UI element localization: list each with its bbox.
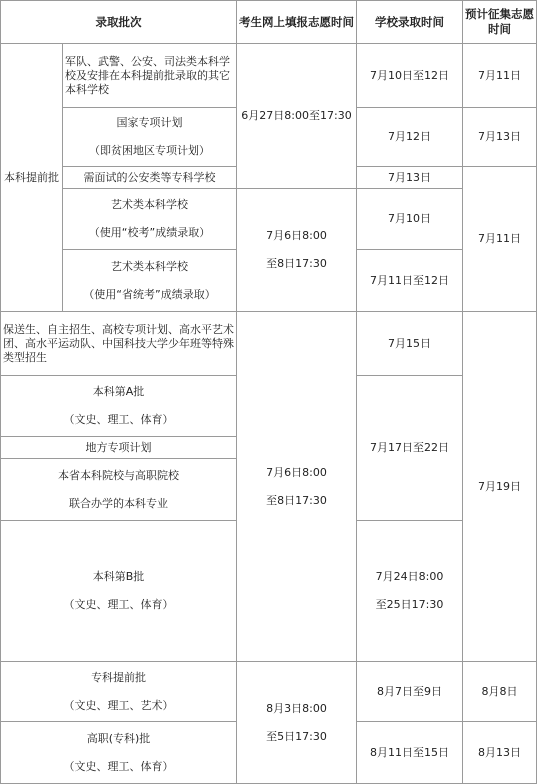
header-fill-time: 考生网上填报志愿时间 — [237, 1, 357, 44]
school-time-gaozhi: 8月11日至15日 — [357, 722, 463, 784]
first-batch-title: 本科第A批 — [92, 385, 145, 398]
solicit-time-art: 7月11日 — [463, 167, 537, 312]
school-time-art1: 7月10日 — [357, 189, 463, 250]
header-batch: 录取批次 — [1, 1, 237, 44]
school-time-art2: 7月11日至12日 — [357, 250, 463, 312]
cell-zk-tiqian — [1, 662, 237, 722]
zk-tiqian-sub: （文史、理工、艺术） — [63, 698, 174, 712]
header-solicit-time: 预计征集志愿时间 — [463, 1, 537, 44]
art-tongkao-title: 艺术类本科学校 — [111, 259, 188, 273]
fill-time-first-start: 7月6日8:00 — [266, 465, 327, 479]
fill-time-zk-end: 至5日17:30 — [266, 729, 327, 743]
school-time-military: 7月10日至12日 — [357, 44, 463, 108]
art-tongkao-sub: （使用“省统考”成绩录取） — [83, 287, 216, 301]
fill-time-second-start: 7月24日8:00 — [375, 570, 444, 583]
fill-time-art — [237, 189, 357, 312]
cell-art-tongkao — [63, 250, 237, 312]
fill-time-second — [357, 521, 463, 662]
second-batch-sub: （文史、理工、体育） — [63, 598, 174, 611]
cell-military-schools: 军队、武警、公安、司法类本科学校及安排在本科提前批录取的其它本科学校 — [63, 44, 237, 108]
cell-local-plan: 地方专项计划 — [1, 437, 237, 459]
national-plan-title: 国家专项计划 — [116, 116, 183, 129]
header-school-time: 学校录取时间 — [357, 1, 463, 44]
fill-time-second-end: 至25日17:30 — [375, 598, 444, 611]
school-time-zk: 8月7日至9日 — [357, 662, 463, 722]
table-row — [1, 312, 537, 376]
fill-time-first — [237, 312, 357, 662]
solicit-time-zk: 8月8日 — [463, 662, 537, 722]
table-row — [1, 44, 537, 108]
art-xiaokao-title: 艺术类本科学校 — [111, 198, 188, 211]
fill-time-art-start: 7月6日8:00 — [266, 229, 327, 242]
gaozhi-sub: （文史、理工、体育） — [63, 759, 174, 773]
fill-time-tiqian: 6月27日8:00至17:30 — [237, 44, 357, 189]
cell-joint-program — [1, 459, 237, 521]
solicit-time-first: 7月19日 — [463, 312, 537, 662]
gaozhi-title: 高职(专科)批 — [86, 731, 151, 745]
fill-time-zk-start: 8月3日8:00 — [266, 701, 327, 715]
fill-time-first-end: 至8日17:30 — [266, 493, 327, 507]
cell-gaozhi — [1, 722, 237, 784]
art-xiaokao-sub: （使用“校考”成绩录取） — [88, 226, 211, 239]
school-time-national: 7月12日 — [357, 108, 463, 167]
header-row — [1, 1, 537, 44]
solicit-time-gaozhi: 8月13日 — [463, 722, 537, 784]
solicit-time-national: 7月13日 — [463, 108, 537, 167]
joint-program-sub: 联合办学的本科专业 — [69, 496, 168, 510]
batch-benke-tiqian: 本科提前批 — [1, 44, 63, 312]
first-batch-sub: （文史、理工、体育） — [63, 413, 174, 426]
cell-special-admission: 保送生、自主招生、高校专项计划、高水平艺术团、高水平运动队、中国科技大学少年班等特殊类型招生 — [1, 312, 237, 376]
second-batch-title: 本科第B批 — [92, 570, 145, 583]
school-time-special: 7月15日 — [357, 312, 463, 376]
cell-national-plan — [63, 108, 237, 167]
fill-time-zk — [237, 662, 357, 784]
cell-first-batch — [1, 376, 237, 437]
zk-tiqian-title: 专科提前批 — [91, 670, 146, 684]
cell-second-batch — [1, 521, 237, 662]
cell-police-zk: 需面试的公安类等专科学校 — [63, 167, 237, 189]
table-row — [1, 662, 537, 722]
national-plan-sub: （即贫困地区专项计划） — [89, 144, 210, 157]
cell-art-xiaokao — [63, 189, 237, 250]
school-time-first: 7月17日至22日 — [357, 376, 463, 521]
joint-program-title: 本省本科院校与高职院校 — [58, 468, 179, 482]
school-time-police: 7月13日 — [357, 167, 463, 189]
table-row — [1, 189, 537, 250]
solicit-time-military: 7月11日 — [463, 44, 537, 108]
fill-time-art-end: 至8日17:30 — [266, 257, 327, 270]
